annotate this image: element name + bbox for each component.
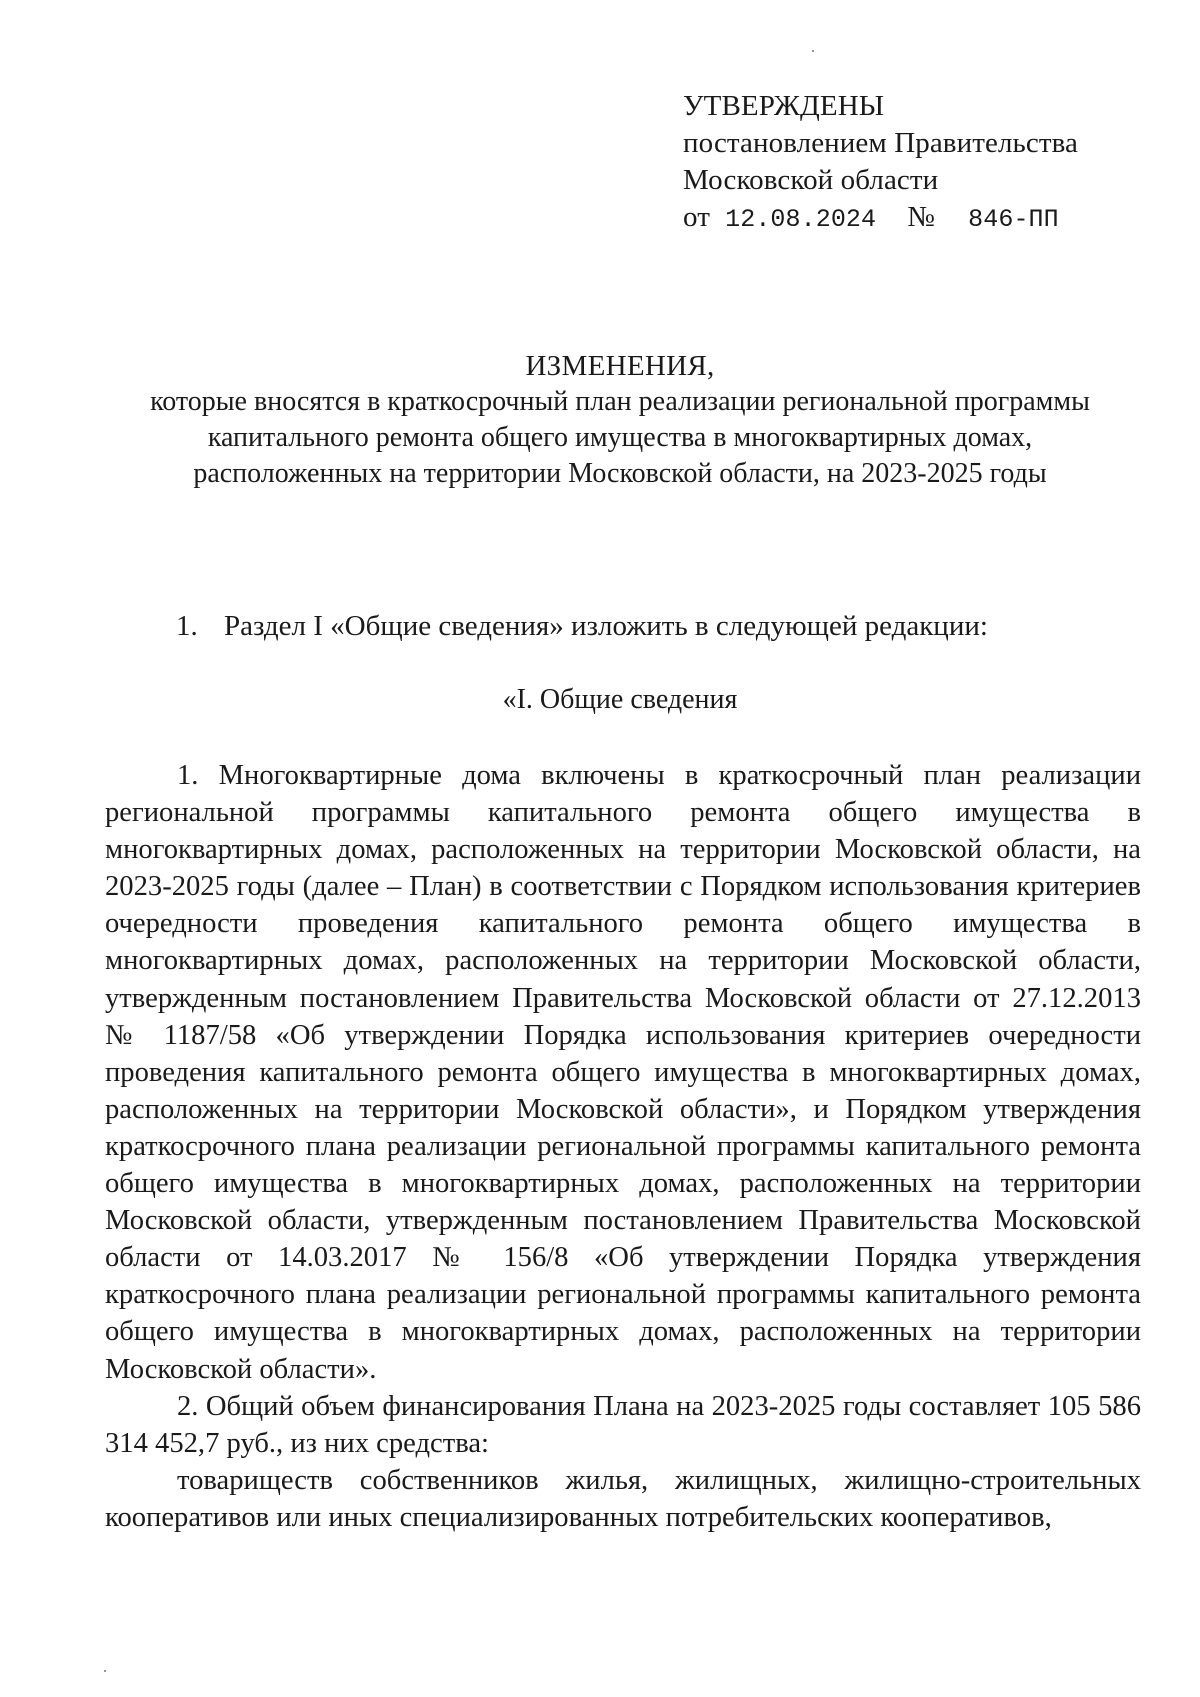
item-1-number: 1.	[176, 610, 198, 642]
approval-number-sign: №	[907, 201, 936, 233]
title-heading: ИЗМЕНЕНИЯ,	[525, 350, 715, 382]
scan-speck	[812, 50, 814, 52]
approval-by-resolution: постановлением Правительства	[683, 127, 1078, 159]
section-heading: «I. Общие сведения	[502, 684, 738, 715]
paragraph-2: 2. Общий объем финансирования Плана на 2023-2025 годы составляет 105 586 314 452,7 руб., из них средства:	[105, 1390, 1141, 1459]
document-title	[100, 348, 1140, 492]
approval-block	[683, 88, 1078, 238]
approval-date-line	[683, 199, 1078, 238]
item-1	[176, 608, 988, 644]
approval-heading: УТВЕРЖДЕНЫ	[683, 90, 885, 122]
approval-region: Московской области	[683, 164, 939, 196]
paragraph-1: 1. Многоквартирные дома включены в краткосрочный план реализации региональной программы капитального ремонта общего имущества в многоквартирных домах, расположенных на территории Московской области, на 2023-2025 годы (далее – План) в соответствии с Порядком использования критериев очередности проведения капитального ремонта общего имущества в многоквартирных домах, расположенных на территории Московской области, утвержденным постановлением Правительства Московской области от 27.12.2013 № 1187/58 «Об утверждении Порядка использования критериев очередности проведения капитального ремонта общего имущества в многоквартирных домах, расположенных на территории Московской области», и Порядком утверждения краткосрочного плана реализации региональной программы капитального ремонта общего имущества в многоквартирных домах, расположенных на территории Московской области, утвержденным постановлением Правительства Московской области от 14.03.2017 № 156/8 «Об утверждении Порядка утверждения краткосрочного плана реализации региональной программы капитального ремонта общего имущества в многоквартирных домах, расположенных на территории Московской области».	[105, 760, 1141, 1385]
title-line-2: капитального ремонта общего имущества в многоквартирных домах,	[207, 422, 1033, 453]
title-line-1: которые вносятся в краткосрочный план реализации региональной программы	[150, 386, 1090, 417]
item-1-text: Раздел I «Общие сведения» изложить в следующей редакции:	[224, 610, 988, 642]
scan-speck	[104, 1670, 106, 1672]
approval-number: 846-ПП	[968, 205, 1059, 234]
body-text	[105, 757, 1141, 1536]
approval-date: 12.08.2024	[725, 205, 877, 234]
title-line-3: расположенных на территории Московской области, на 2023-2025 годы	[193, 458, 1047, 489]
paragraph-3: товариществ собственников жилья, жилищных, жилищно-строительных кооперативов или иных специализированных потребительских кооперативов,	[105, 1464, 1141, 1533]
approval-date-prefix: от	[683, 201, 710, 233]
